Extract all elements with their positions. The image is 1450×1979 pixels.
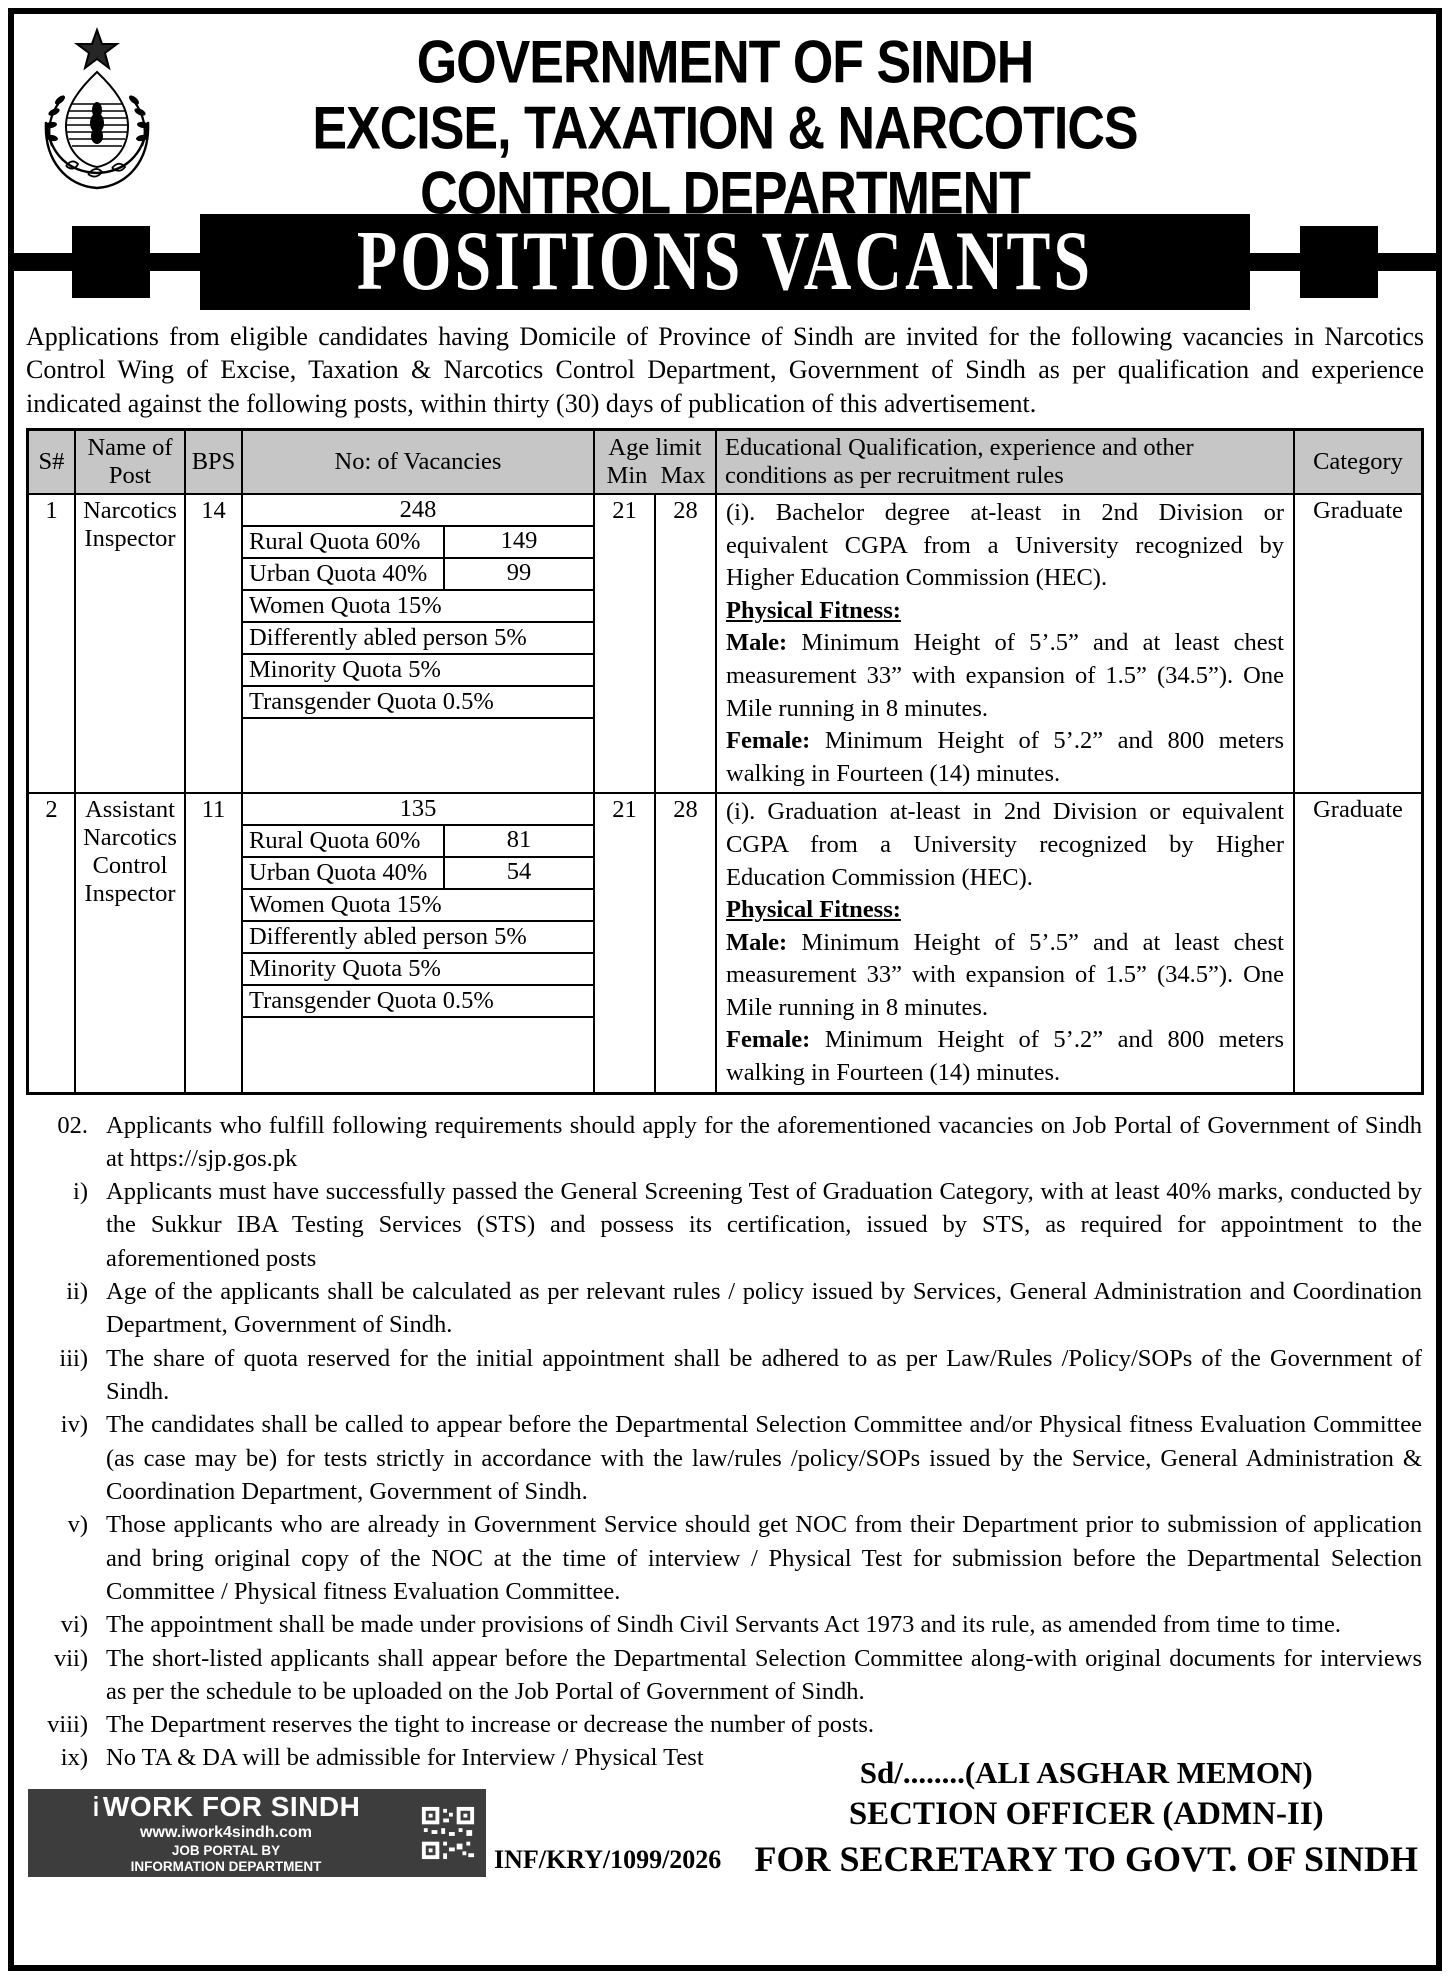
note-marker: i) bbox=[73, 1178, 88, 1206]
quota-label: Women Quota 15% bbox=[249, 592, 442, 620]
physical-fitness-heading: Physical Fitness: bbox=[726, 596, 901, 624]
signature-name: Sd/........(ALI ASGHAR MEMON) bbox=[859, 1754, 1313, 1790]
quota-row bbox=[243, 890, 593, 922]
row2-category: Graduate bbox=[1313, 796, 1403, 824]
row1-age-max: 28 bbox=[656, 495, 717, 794]
quota-label: Transgender Quota 0.5% bbox=[249, 688, 494, 716]
note-i bbox=[26, 1175, 1424, 1275]
row1-bps: 14 bbox=[186, 495, 243, 794]
note-v bbox=[26, 1508, 1424, 1608]
note-text: The Department reserves the tight to increase or decrease the number of posts. bbox=[106, 1711, 875, 1739]
quota-row bbox=[243, 687, 593, 719]
qr-code-icon bbox=[420, 1805, 476, 1861]
quota-row bbox=[243, 623, 593, 655]
title-line-3: CONTROL DEPARTMENT bbox=[420, 160, 1030, 228]
col-header-bps: BPS bbox=[186, 431, 243, 495]
vacancies-table bbox=[26, 428, 1424, 1095]
row2-age-max: 28 bbox=[656, 794, 717, 1091]
age-limit-label: Age limit bbox=[608, 433, 702, 461]
badge-subline-2: INFORMATION DEPARTMENT bbox=[130, 1859, 322, 1875]
row1-vacancies bbox=[243, 495, 595, 794]
note-02 bbox=[26, 1109, 1424, 1176]
note-marker: iv) bbox=[60, 1411, 88, 1439]
quota-label: Rural Quota 60% bbox=[249, 528, 421, 556]
note-marker: v) bbox=[67, 1511, 88, 1539]
age-max-label: Max bbox=[660, 461, 706, 489]
quota-row bbox=[243, 655, 593, 687]
signature-designation: SECTION OFFICER (ADMN-II) bbox=[848, 1796, 1324, 1833]
note-ii bbox=[26, 1275, 1424, 1342]
banner-ornament-left bbox=[14, 214, 200, 310]
quota-row bbox=[243, 559, 593, 591]
note-marker: vii) bbox=[53, 1644, 88, 1672]
quota-label: Minority Quota 5% bbox=[249, 955, 441, 983]
row2-age-min: 21 bbox=[595, 794, 656, 1091]
note-text: The short-listed applicants shall appear before the Departmental Selection Committee along-with original documents for interviews as per the schedule to be uploaded on the Job Portal of Government of Sindh. bbox=[106, 1644, 1422, 1705]
note-iii bbox=[26, 1342, 1424, 1409]
intro-paragraph: Applications from eligible candidates having Domicile of Province of Sindh are invited for the following vacancies in Narcotics Control Wing of Excise, Taxation & Narcotics Control Department, Government of Sindh as per qualification and experience indicated against the following posts, within thirty (30) days of publication of this advertisement. bbox=[26, 322, 1424, 418]
row1-qualification bbox=[717, 495, 1295, 794]
row2-bps: 11 bbox=[186, 794, 243, 1091]
masthead bbox=[26, 14, 1424, 228]
quota-value: 99 bbox=[443, 559, 593, 589]
age-minmax-labels bbox=[599, 462, 711, 490]
quota-value: 81 bbox=[443, 826, 593, 856]
col-header-qualification: Educational Qualification, experience and other conditions as per recruitment rules bbox=[717, 431, 1295, 495]
work-for-sindh-badge bbox=[28, 1789, 486, 1877]
quota-label: Urban Quota 40% bbox=[249, 859, 428, 887]
col-header-age-limit bbox=[595, 431, 717, 495]
note-text: Applicants must have successfully passed the General Screening Test of Graduation Category, with at least 40% marks, conducted by the Sukkur IBA Testing Services (STS) and possess its certification, issued by STS, as required for appointment to the aforementioned posts bbox=[106, 1178, 1422, 1272]
row2-vacancies bbox=[243, 794, 595, 1091]
row1-vacancies-total: 248 bbox=[243, 495, 593, 527]
note-text: No TA & DA will be admissible for Interview / Physical Test bbox=[106, 1744, 704, 1772]
note-marker: ii) bbox=[66, 1278, 88, 1306]
quota-row bbox=[243, 954, 593, 986]
quota-label: Transgender Quota 0.5% bbox=[249, 987, 494, 1015]
note-viii bbox=[26, 1708, 1424, 1741]
age-min-label: Min bbox=[606, 461, 648, 489]
quota-label: Differently abled person 5% bbox=[249, 923, 527, 951]
badge-brand bbox=[38, 1791, 414, 1822]
qualification-text: (i). Bachelor degree at-least in 2nd Division or equivalent CGPA from a University recognized by Higher Education Commission (HEC). bbox=[726, 499, 1284, 592]
row1-age-min: 21 bbox=[595, 495, 656, 794]
note-text: Age of the applicants shall be calculated as per relevant rules / policy issued by Services, General Administration and Coordination Department, Government of Sindh. bbox=[106, 1278, 1422, 1339]
col-header-sn: S# bbox=[29, 431, 76, 495]
note-vii bbox=[26, 1642, 1424, 1709]
note-iv bbox=[26, 1408, 1424, 1508]
row1-category: Graduate bbox=[1295, 495, 1421, 794]
note-marker: vi) bbox=[60, 1611, 88, 1639]
note-text: The share of quota reserved for the initial appointment shall be adhered to as per Law/Rules /Policy/SOPs of the Government of Sindh. bbox=[106, 1344, 1422, 1406]
row1-sn: 1 bbox=[29, 495, 76, 794]
male-requirements: Male: Minimum Height of 5’.5” and at least chest measurement 33” with expansion of 1.5” (34.5”). One Mile running in 8 minutes. bbox=[726, 928, 1284, 1021]
note-text: Those applicants who are already in Government Service should get NOC from their Department prior to submission of application and bring original copy of the NOC at the time of interview / Physical Test for submission before the Departmental Selection Committee / Physical fitness Evaluation Committee. bbox=[106, 1511, 1422, 1605]
title-line-1: GOVERNMENT OF SINDH bbox=[416, 29, 1034, 97]
badge-title: WORK FOR SINDH bbox=[102, 1791, 361, 1823]
title-line-2: EXCISE, TAXATION & NARCOTICS bbox=[312, 94, 1138, 163]
row2-vacancies-total: 135 bbox=[243, 794, 593, 826]
note-text: The candidates shall be called to appear before the Departmental Selection Committee and/or Physical fitness Evaluation Committee (as case may be) for tests strictly in accordance with the law/rules /policy/SOPs issued by the Service, General Administration & Coordination Department, Government of Sindh. bbox=[106, 1411, 1422, 1505]
note-text: Applicants who fulfill following requirements should apply for the aforementioned vacancies on Job Portal of Government of Sindh at https://sjp.gos.pk bbox=[106, 1111, 1422, 1172]
col-header-post: Name of Post bbox=[76, 431, 186, 495]
qualification-text: (i). Graduation at-least in 2nd Division or equivalent CGPA from a University recognized by Higher Education Commission (HEC). bbox=[726, 798, 1284, 891]
quota-label: Urban Quota 40% bbox=[249, 560, 428, 588]
row1-post: Narcotics Inspector bbox=[76, 495, 186, 794]
quota-row bbox=[243, 986, 593, 1018]
col-header-category: Category bbox=[1295, 431, 1421, 495]
banner-ornament-right bbox=[1250, 214, 1436, 310]
note-text: The appointment shall be made under provisions of Sindh Civil Servants Act 1973 and its rule, as amended from time to time. bbox=[106, 1611, 1341, 1639]
advertisement-ref-number: INF/KRY/1099/2026 bbox=[494, 1844, 722, 1874]
quota-row bbox=[243, 591, 593, 623]
male-requirements: Male: Minimum Height of 5’.5” and at least chest measurement 33” with expansion of 1.5” (34.5”). One Mile running in 8 minutes. bbox=[726, 629, 1284, 722]
conditions-list bbox=[26, 1109, 1424, 1775]
banner bbox=[200, 214, 1250, 310]
badge-url: www.iwork4sindh.com bbox=[140, 1824, 312, 1842]
banner-text: POSITIONS VACANTS bbox=[356, 214, 1094, 309]
quota-row bbox=[243, 858, 593, 890]
row2-sn: 2 bbox=[29, 794, 76, 1091]
row2-qualification bbox=[717, 794, 1295, 1091]
female-requirements: Female: Minimum Height of 5’.2” and 800 meters walking in Fourteen (14) minutes. bbox=[726, 727, 1284, 787]
department-title bbox=[26, 14, 1424, 227]
note-marker: ix) bbox=[60, 1744, 88, 1772]
quota-row bbox=[243, 527, 593, 559]
advertisement-sheet bbox=[8, 8, 1442, 1971]
note-marker: viii) bbox=[47, 1711, 88, 1739]
quota-row bbox=[243, 826, 593, 858]
signature-block bbox=[754, 1753, 1418, 1883]
col-header-vacancies: No: of Vacancies bbox=[243, 431, 595, 495]
row2-post: Assistant Narcotics Control Inspector bbox=[76, 794, 186, 1091]
note-vi bbox=[26, 1608, 1424, 1641]
note-marker: iii) bbox=[59, 1344, 88, 1372]
physical-fitness-heading: Physical Fitness: bbox=[726, 896, 901, 924]
badge-text-block bbox=[38, 1791, 414, 1874]
quota-label: Minority Quota 5% bbox=[249, 656, 441, 684]
quota-value: 54 bbox=[443, 858, 593, 888]
signature-authority: FOR SECRETARY TO GOVT. OF SINDH bbox=[754, 1839, 1418, 1879]
quota-row bbox=[243, 922, 593, 954]
i-logo-icon: i bbox=[92, 1791, 100, 1823]
quota-label: Women Quota 15% bbox=[249, 891, 442, 919]
note-marker: 02. bbox=[57, 1111, 88, 1139]
badge-subline-1: JOB PORTAL BY bbox=[171, 1843, 281, 1859]
female-requirements: Female: Minimum Height of 5’.2” and 800 meters walking in Fourteen (14) minutes. bbox=[726, 1026, 1284, 1086]
quota-value: 149 bbox=[443, 527, 593, 557]
positions-vacants-banner-row bbox=[14, 214, 1436, 310]
quota-label: Rural Quota 60% bbox=[249, 827, 421, 855]
quota-label: Differently abled person 5% bbox=[249, 624, 527, 652]
